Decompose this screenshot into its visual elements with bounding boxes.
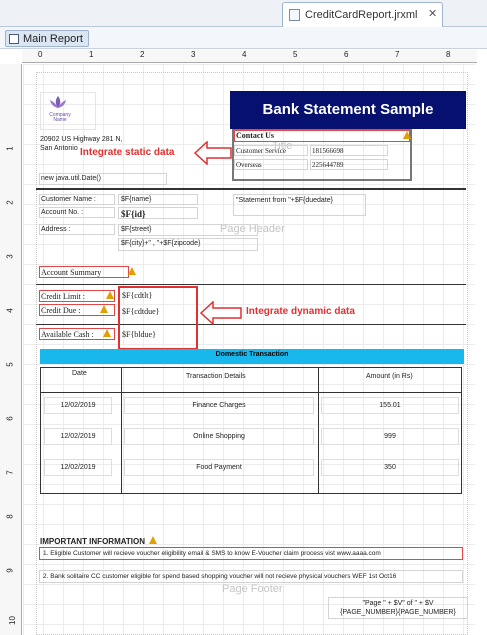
credit-due-value[interactable]: $F{cdtdue} bbox=[122, 307, 160, 316]
domestic-transaction-title: Domestic Transaction bbox=[215, 351, 289, 358]
note-1-frame[interactable] bbox=[39, 547, 463, 560]
cell-text: Food Payment bbox=[196, 464, 242, 471]
column-header-amount: Amount (in Rs) bbox=[366, 373, 413, 380]
account-summary-frame[interactable] bbox=[39, 266, 129, 278]
note-2-text: 2. Bank solitaire CC customer eligible for spend based shopping voucher will not recieve physical vouchers WEF 1st Oct16 bbox=[43, 573, 397, 580]
horizontal-ruler bbox=[22, 50, 477, 63]
summary-top-line bbox=[36, 284, 466, 285]
dynamic-data-annotation: Integrate dynamic data bbox=[246, 306, 355, 317]
available-cash-value[interactable]: $F{bldue} bbox=[122, 330, 156, 339]
account-label-field[interactable] bbox=[39, 207, 115, 218]
overseas-label-field[interactable] bbox=[234, 159, 308, 170]
table-cell-details[interactable] bbox=[124, 397, 314, 414]
ruler-mark: 5 bbox=[293, 50, 298, 59]
cell-text: 12/02/2019 bbox=[60, 402, 96, 409]
customer-service-label-field[interactable] bbox=[234, 145, 308, 156]
ruler-mark: 3 bbox=[191, 50, 196, 59]
ruler-mark: 8 bbox=[446, 50, 451, 59]
page-number-line-2: {PAGE_NUMBER}{PAGE_NUMBER} bbox=[340, 609, 456, 616]
ruler-mark: 5 bbox=[5, 362, 15, 367]
customer-service-value: 181566698 bbox=[312, 147, 344, 155]
contact-header: Contact Us bbox=[236, 131, 274, 140]
ruler-mark: 6 bbox=[5, 416, 15, 421]
table-cell-amount[interactable] bbox=[321, 459, 459, 476]
credit-limit-label: Credit Limit : bbox=[41, 292, 85, 301]
ruler-mark: 3 bbox=[5, 254, 15, 259]
cell-text: 12/02/2019 bbox=[60, 464, 96, 471]
main-report-tab[interactable] bbox=[5, 30, 89, 47]
lotus-logo-icon bbox=[47, 94, 69, 114]
note-2-frame[interactable] bbox=[39, 570, 463, 583]
ruler-mark: 4 bbox=[242, 50, 247, 59]
title-band-label: Title bbox=[272, 140, 293, 152]
street-field[interactable] bbox=[118, 224, 258, 236]
warning-icon bbox=[403, 131, 411, 139]
statement-expression: "Statement from "+$F{duedate} bbox=[236, 197, 334, 204]
city-field[interactable] bbox=[118, 238, 258, 251]
title-banner[interactable] bbox=[230, 91, 466, 129]
cell-text: 155.01 bbox=[379, 402, 401, 409]
page-number-field[interactable] bbox=[328, 597, 468, 619]
account-summary-title: Account Summary bbox=[41, 268, 102, 277]
ruler-mark: 2 bbox=[5, 200, 15, 205]
warning-icon bbox=[128, 267, 136, 275]
overseas-value: 225644789 bbox=[312, 161, 344, 169]
header-separator bbox=[36, 188, 466, 190]
left-arrow-icon bbox=[200, 301, 242, 325]
vertical-ruler bbox=[0, 64, 22, 635]
address-label-field[interactable] bbox=[39, 224, 115, 235]
date-expression: new java.util.Date() bbox=[41, 175, 101, 182]
column-header-details: Transaction Details bbox=[186, 373, 246, 380]
cell-text: Finance Charges bbox=[192, 402, 246, 409]
domestic-transaction-header[interactable] bbox=[40, 349, 464, 364]
ruler-mark: 10 bbox=[7, 616, 17, 625]
cell-text: 12/02/2019 bbox=[60, 433, 96, 440]
warning-icon bbox=[149, 536, 157, 544]
file-tab-label: CreditCardReport.jrxml bbox=[305, 9, 418, 21]
table-cell-details[interactable] bbox=[124, 459, 314, 476]
cell-text: 350 bbox=[384, 464, 396, 471]
table-header-line bbox=[40, 392, 462, 393]
table-cell-date[interactable] bbox=[44, 397, 112, 414]
warning-icon bbox=[100, 305, 108, 313]
ruler-mark: 7 bbox=[395, 50, 400, 59]
warning-icon bbox=[106, 291, 114, 299]
ruler-mark: 4 bbox=[5, 308, 15, 313]
file-tab[interactable] bbox=[282, 2, 443, 27]
table-cell-amount[interactable] bbox=[321, 428, 459, 445]
report-icon bbox=[9, 34, 19, 44]
close-icon[interactable]: ✕ bbox=[428, 8, 438, 20]
main-report-label: Main Report bbox=[23, 33, 83, 45]
customer-name-value: $F{name} bbox=[121, 196, 152, 203]
street-value: $F{street} bbox=[121, 226, 152, 233]
city-value: $F{city}+" , "+$F{zipcode} bbox=[121, 240, 201, 247]
credit-limit-label-frame[interactable] bbox=[39, 290, 115, 302]
ruler-mark: 7 bbox=[5, 470, 15, 475]
ruler-mark: 1 bbox=[89, 50, 94, 59]
report-title: Bank Statement Sample bbox=[262, 101, 434, 118]
ruler-mark: 1 bbox=[5, 146, 15, 151]
address-line-1[interactable]: 20902 US Highway 281 N, bbox=[40, 136, 123, 143]
table-cell-amount[interactable] bbox=[321, 397, 459, 414]
overseas-value-field[interactable] bbox=[310, 159, 388, 170]
summary-middle-line bbox=[36, 324, 466, 325]
overseas-label: Overseas bbox=[236, 161, 262, 169]
table-cell-date[interactable] bbox=[44, 459, 112, 476]
account-value: $F{id} bbox=[121, 209, 146, 219]
page-header-band-label: Page Header bbox=[220, 223, 285, 235]
column-header-date: Date bbox=[72, 370, 87, 377]
ruler-mark: 0 bbox=[38, 50, 43, 59]
ruler-mark: 2 bbox=[140, 50, 145, 59]
table-cell-details[interactable] bbox=[124, 428, 314, 445]
credit-limit-value[interactable]: $F{cdtlt} bbox=[122, 291, 153, 300]
customer-name-label: Customer Name : bbox=[41, 196, 96, 203]
static-data-annotation: Integrate static data bbox=[80, 147, 175, 158]
cell-text: Online Shopping bbox=[193, 433, 245, 440]
important-info-title[interactable]: IMPORTANT INFORMATION bbox=[40, 537, 146, 546]
ruler-mark: 9 bbox=[5, 568, 15, 573]
available-cash-label: Available Cash : bbox=[41, 330, 94, 339]
warning-icon bbox=[103, 329, 111, 337]
ruler-mark: 8 bbox=[5, 514, 15, 519]
customer-service-label: Customer Service bbox=[236, 147, 286, 155]
table-cell-date[interactable] bbox=[44, 428, 112, 445]
xml-file-icon bbox=[289, 9, 300, 21]
address-label: Address : bbox=[41, 226, 71, 233]
address-line-2[interactable]: San Antonio bbox=[40, 145, 78, 152]
note-1-text: 1. Eligible Customer will recieve voucher eligibility email & SMS to know E-Voucher claim process vist www.aaaa.com bbox=[43, 550, 381, 557]
page-footer-band-label: Page Footer bbox=[222, 583, 283, 595]
date-field[interactable] bbox=[39, 173, 167, 185]
statement-field[interactable] bbox=[233, 194, 366, 216]
account-field[interactable] bbox=[118, 207, 198, 219]
logo-text: Company Name bbox=[49, 112, 71, 123]
column-separator bbox=[318, 367, 319, 494]
customer-service-value-field[interactable] bbox=[310, 145, 388, 156]
page-number-line-1: "Page " + $V" of " + $V bbox=[362, 600, 434, 607]
column-separator bbox=[121, 367, 122, 494]
account-label: Account No. : bbox=[41, 209, 84, 216]
customer-name-field[interactable] bbox=[118, 194, 198, 205]
customer-name-label-field[interactable] bbox=[39, 194, 115, 205]
credit-due-label: Credit Due : bbox=[41, 306, 81, 315]
ruler-mark: 6 bbox=[344, 50, 349, 59]
left-arrow-icon bbox=[194, 141, 232, 165]
cell-text: 999 bbox=[384, 433, 396, 440]
